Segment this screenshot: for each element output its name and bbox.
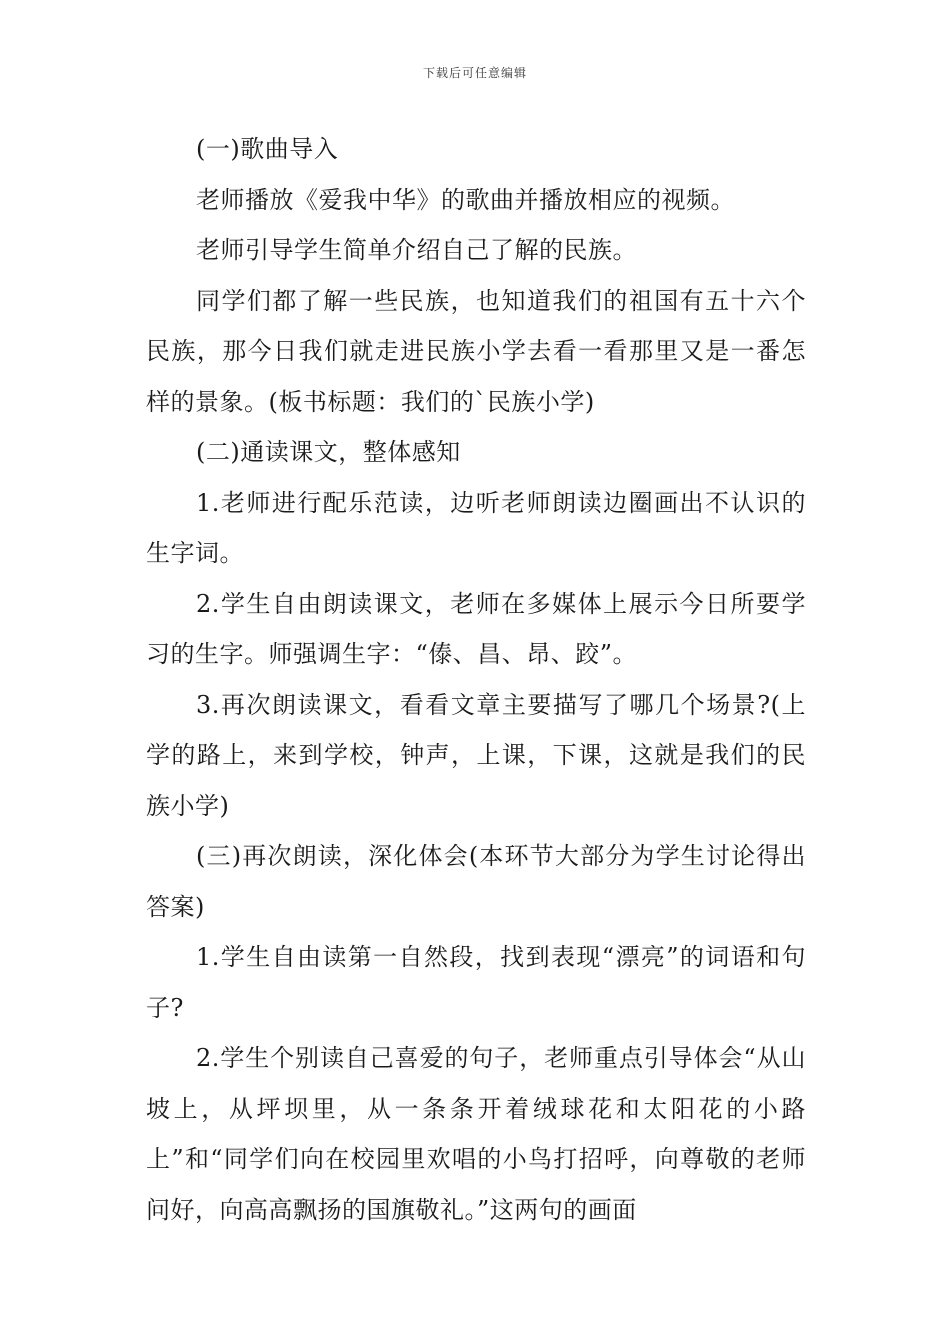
- paragraph: 老师播放《爱我中华》的歌曲并播放相应的视频。: [196, 185, 735, 214]
- paragraph: 3.再次朗读课文，看看文章主要描写了哪几个场景?(上学的路上，来到学校，钟声，上课，下课，这就是我们的民族小学): [146, 690, 806, 820]
- paragraph: 2.学生自由朗读课文，老师在多媒体上展示今日所要学习的生字。师强调生字：“傣、昌、昂、跤”。: [146, 589, 806, 668]
- paragraph: 同学们都了解一些民族，也知道我们的祖国有五十六个民族，那今日我们就走进民族小学去看一看那里又是一番怎样的景象。(板书标题：我们的`民族小学): [146, 286, 806, 416]
- document-body: [146, 124, 806, 1235]
- section-heading-3: (三)再次朗读，深化体会(本环节大部分为学生讨论得出答案): [146, 842, 806, 921]
- paragraph: 1.学生自由读第一自然段，找到表现“漂亮”的词语和句子?: [146, 943, 806, 1022]
- paragraph: 1.老师进行配乐范读，边听老师朗读边圈画出不认识的生字词。: [146, 488, 806, 567]
- page-header: 下载后可任意编辑: [422, 66, 527, 80]
- paragraph: 老师引导学生简单介绍自己了解的民族。: [196, 236, 637, 264]
- section-heading-2: (二)通读课文，整体感知: [196, 438, 461, 466]
- paragraph: 2.学生个别读自己喜爱的句子，老师重点引导体会“从山坡上，从坪坝里，从一条条开着绒球花和太阳花的小路上”和“同学们向在校园里欢唱的小鸟打招呼，向尊敬的老师问好，向高高飘扬的国旗敬礼。”这两句的画面: [146, 1044, 806, 1224]
- section-heading-1: (一)歌曲导入: [196, 135, 339, 163]
